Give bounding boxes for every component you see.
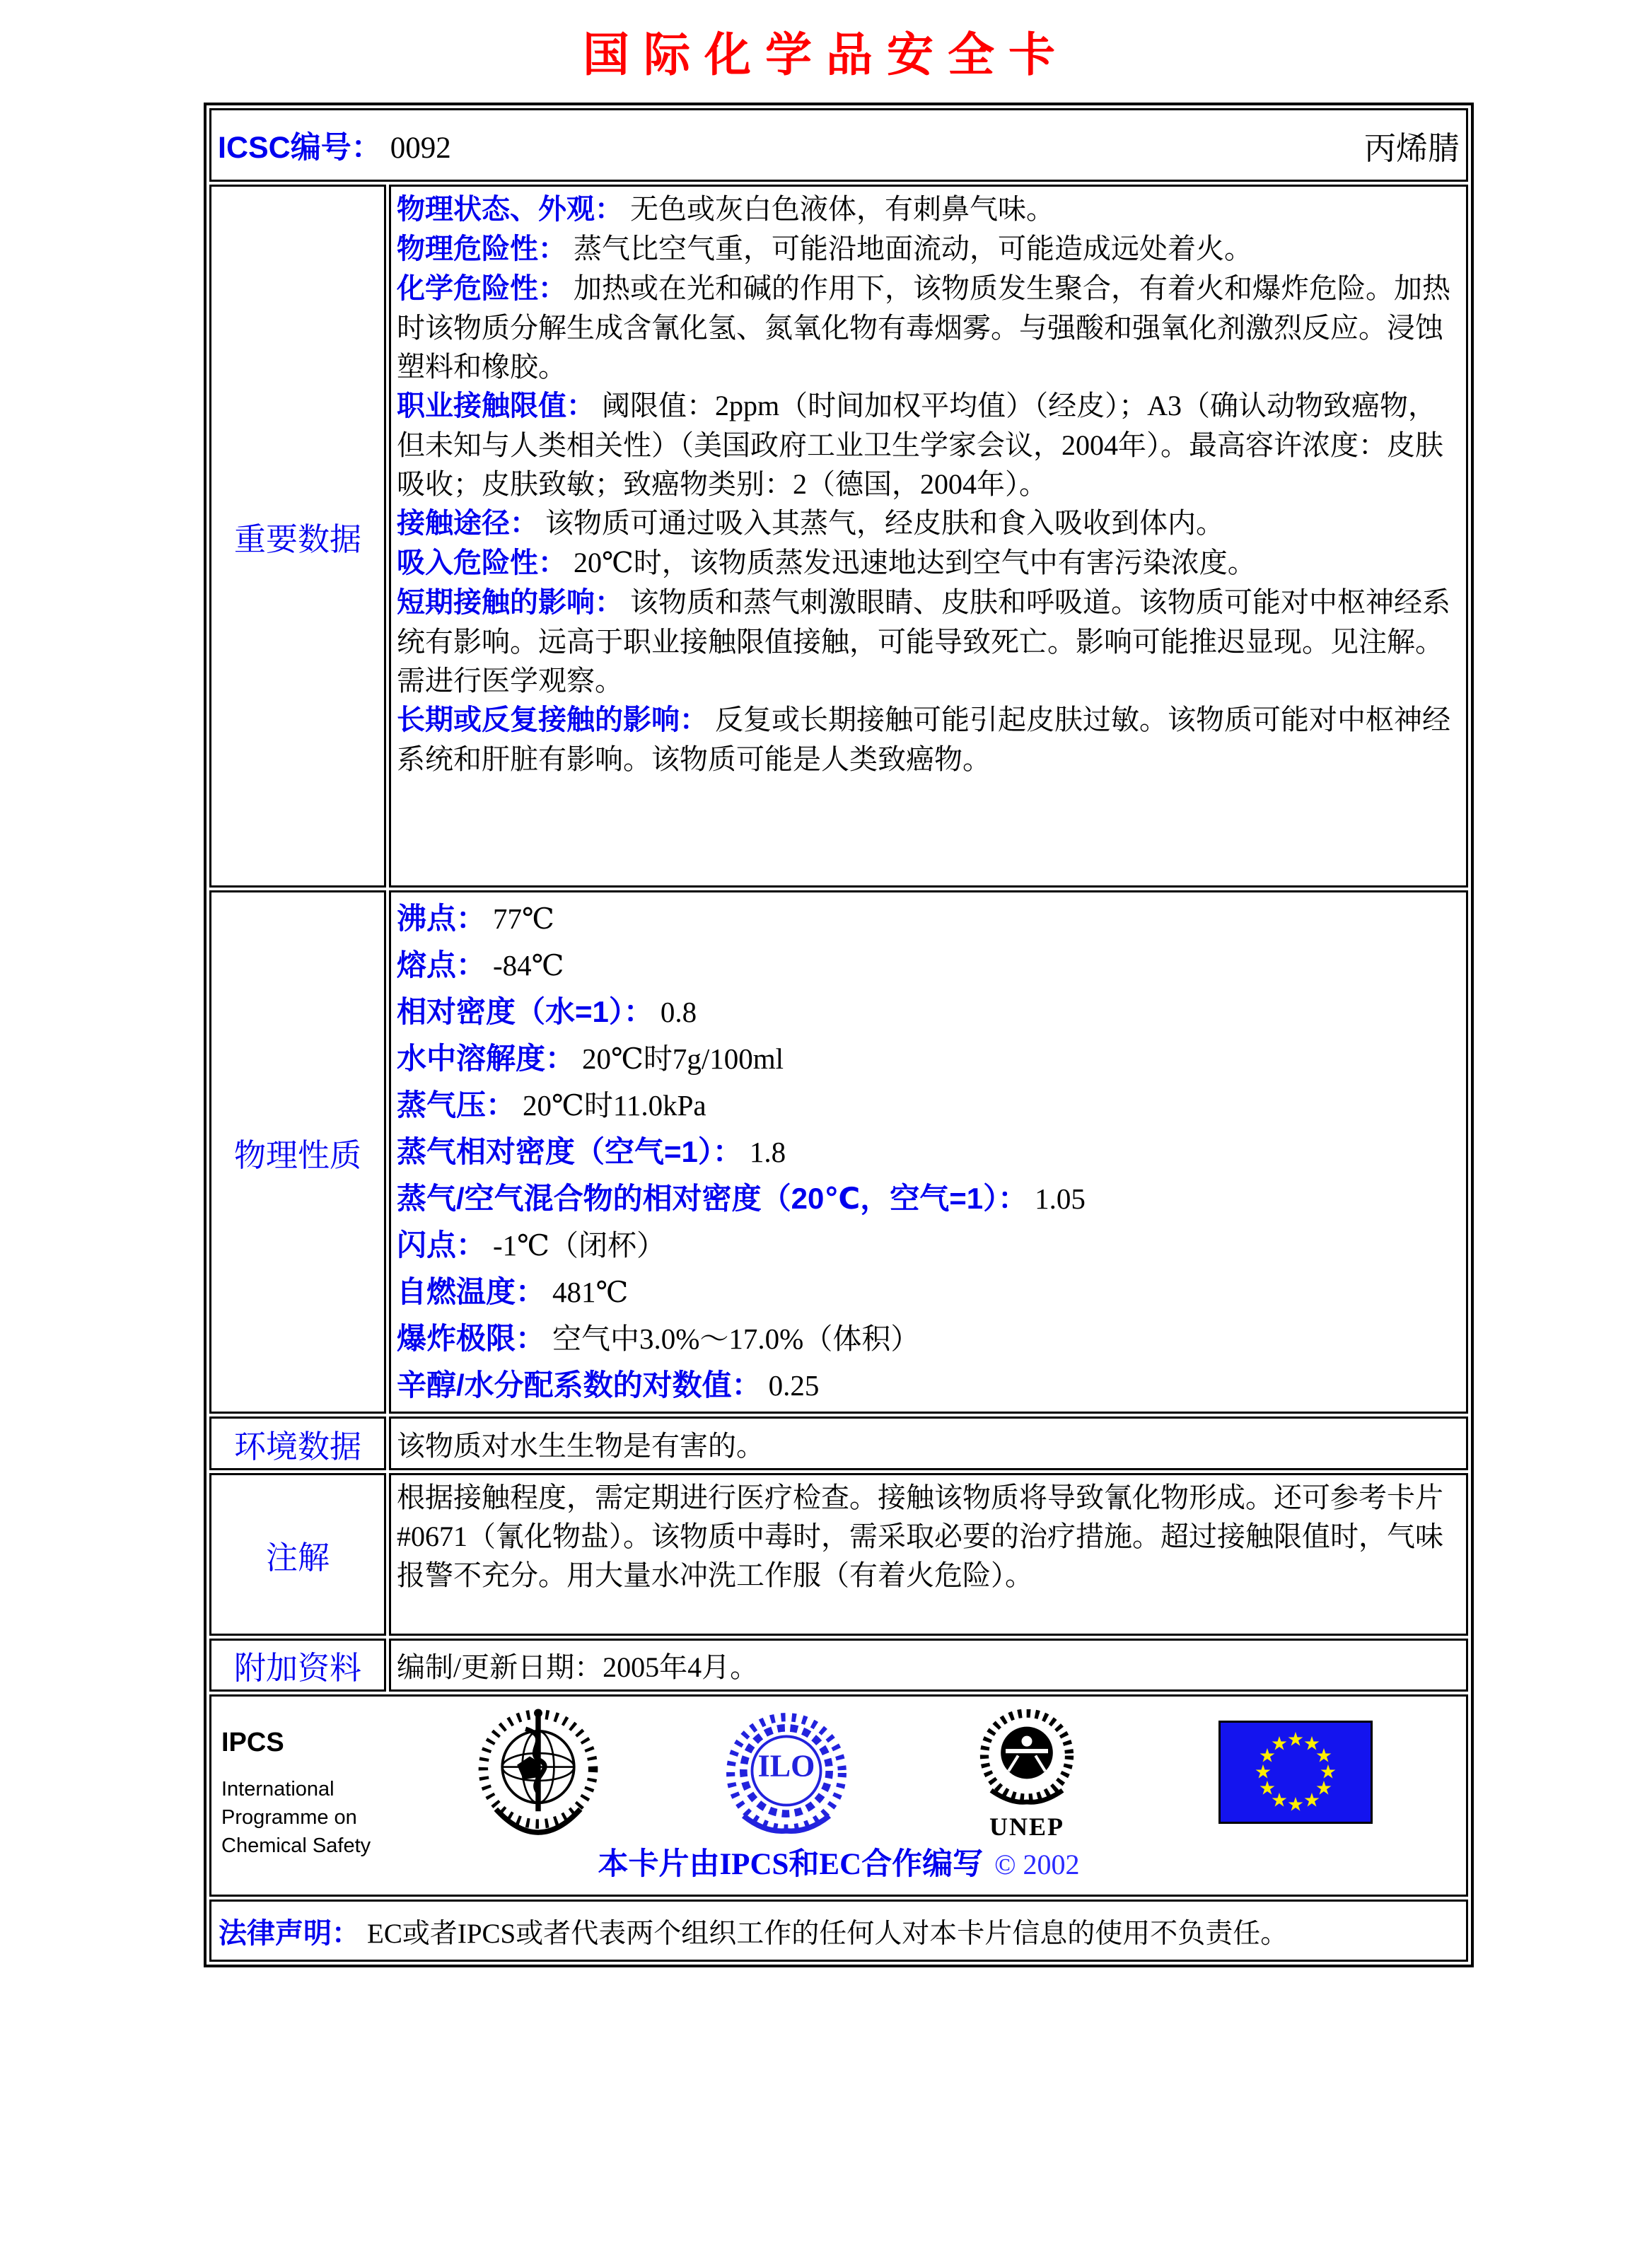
important-data-row bbox=[209, 185, 1468, 888]
legal-row bbox=[209, 1900, 1468, 1962]
property-line: 辛醇/水分配系数的对数值： 0.25 bbox=[397, 1368, 820, 1402]
important-item: 职业接触限值： 阈限值：2ppm（时间加权平均值）（经皮）；A3（确认动物致癌物，但未知与人类相关性）（美国政府工业卫生学家会议，2004年）。最高容许浓度：皮肤吸收；皮肤致敏；致癌物类别：2（德国，2004年）。 bbox=[397, 390, 1443, 500]
logos-cell bbox=[209, 1694, 1468, 1897]
important-item: 吸入危险性： 20℃时，该物质蒸发迅速地达到空气中有害污染浓度。 bbox=[397, 547, 1256, 578]
physical-properties-content bbox=[389, 890, 1468, 1414]
logos-row bbox=[209, 1694, 1468, 1897]
environmental-data-row bbox=[209, 1416, 1468, 1470]
property-line: 蒸气相对密度（空气=1）： 1.8 bbox=[397, 1135, 786, 1168]
physical-properties-row-label: 物理性质 bbox=[209, 890, 386, 1414]
legal-label: 法律声明： bbox=[219, 1917, 360, 1949]
who-emblem-icon bbox=[475, 1704, 602, 1849]
important-item: 长期或反复接触的影响： 反复或长期接触可能引起皮肤过敏。该物质可能对中枢神经系统和肝脏有影响。该物质可能是人类致癌物。 bbox=[397, 704, 1450, 775]
notes-content: 根据接触程度，需定期进行医疗检查。接触该物质将导致氰化物形成。还可参考卡片#0671（氰化物盐）。该物质中毒时，需采取必要的治疗措施。超过接触限值时，气味报警不充分。用大量水冲洗工作服（有着火危险）。 bbox=[389, 1473, 1468, 1636]
legal-text: EC或者IPCS或者代表两个组织工作的任何人对本卡片信息的使用不负责任。 bbox=[367, 1918, 1289, 1949]
icsc-number-value: 0092 bbox=[390, 131, 451, 165]
ipcs-title: IPCS bbox=[221, 1728, 284, 1757]
page-title: 国际化学品安全卡 bbox=[583, 27, 1069, 82]
additional-info-row bbox=[209, 1639, 1468, 1692]
important-item: 物理危险性： 蒸气比空气重，可能沿地面流动，可能造成远处着火。 bbox=[397, 233, 1252, 264]
icsc-number-label: ICSC编号： bbox=[218, 130, 382, 165]
ilo-emblem-icon bbox=[722, 1711, 851, 1839]
important-item: 物理状态、外观： 无色或灰白色液体，有刺鼻气味。 bbox=[397, 193, 1054, 225]
important-data-row-label: 重要数据 bbox=[209, 185, 386, 888]
eu-flag-icon: ★ ★ ★ ★ ★ ★ ★ ★ ★ ★ ★ ★ bbox=[1218, 1721, 1373, 1824]
notes-row bbox=[209, 1473, 1468, 1636]
important-item: 短期接触的影响： 该物质和蒸气刺激眼睛、皮肤和呼吸道。该物质可能对中枢神经系统有影响。远高于职业接触限值接触，可能导致死亡。影响可能推迟显现。见注解。需进行医学观察。 bbox=[397, 586, 1450, 697]
important-item: 接触途径： 该物质可通过吸入其蒸气，经皮肤和食入吸收到体内。 bbox=[397, 507, 1224, 539]
icsc-card-table bbox=[204, 103, 1474, 1967]
property-line: 闪点： -1℃（闭杯） bbox=[397, 1228, 666, 1262]
environmental-data-row-label: 环境数据 bbox=[209, 1416, 386, 1470]
notes-row-label: 注解 bbox=[209, 1473, 386, 1636]
property-line: 蒸气压： 20℃时11.0kPa bbox=[397, 1088, 706, 1122]
property-line: 沸点： 77℃ bbox=[397, 902, 554, 935]
additional-info-row-label: 附加资料 bbox=[209, 1639, 386, 1692]
property-line: 自燃温度： 481℃ bbox=[397, 1275, 629, 1308]
legal-cell bbox=[209, 1900, 1468, 1962]
property-line: 蒸气/空气混合物的相对密度（20℃，空气=1）： 1.05 bbox=[397, 1182, 1086, 1215]
additional-info-content: 编制/更新日期：2005年4月。 bbox=[389, 1639, 1468, 1692]
icsc-number-group bbox=[218, 124, 451, 167]
important-data-content bbox=[389, 185, 1468, 888]
credit-line bbox=[211, 1840, 1466, 1883]
header-row bbox=[209, 108, 1468, 182]
ilo-letters: ILO bbox=[757, 1748, 815, 1784]
copyright-text: © 2002 bbox=[994, 1849, 1080, 1880]
chemical-name: 丙烯腈 bbox=[1363, 130, 1460, 166]
unep-label: UNEP bbox=[989, 1813, 1064, 1841]
physical-properties-row bbox=[209, 890, 1468, 1414]
credit-text: 本卡片由IPCS和EC合作编写 bbox=[598, 1848, 984, 1881]
important-item: 化学危险性： 加热或在光和碱的作用下，该物质发生聚合，有着火和爆炸危险。加热时该物质分解生成含氰化氢、氮氧化物有毒烟雾。与强酸和强氧化剂激烈反应。浸蚀塑料和橡胶。 bbox=[397, 272, 1450, 383]
property-line: 熔点： -84℃ bbox=[397, 948, 564, 982]
unep-emblem-icon bbox=[967, 1709, 1087, 1842]
property-line: 爆炸极限： 空气中3.0%～17.0%（体积） bbox=[397, 1322, 920, 1355]
property-line: 相对密度（水=1）： 0.8 bbox=[397, 995, 697, 1028]
ipcs-text-block: IPCS International Programme on Chemical Safety bbox=[221, 1728, 371, 1857]
environmental-data-content: 该物质对水生生物是有害的。 bbox=[389, 1416, 1468, 1470]
header-cell bbox=[209, 108, 1468, 182]
property-line: 水中溶解度： 20℃时7g/100ml bbox=[397, 1042, 784, 1075]
